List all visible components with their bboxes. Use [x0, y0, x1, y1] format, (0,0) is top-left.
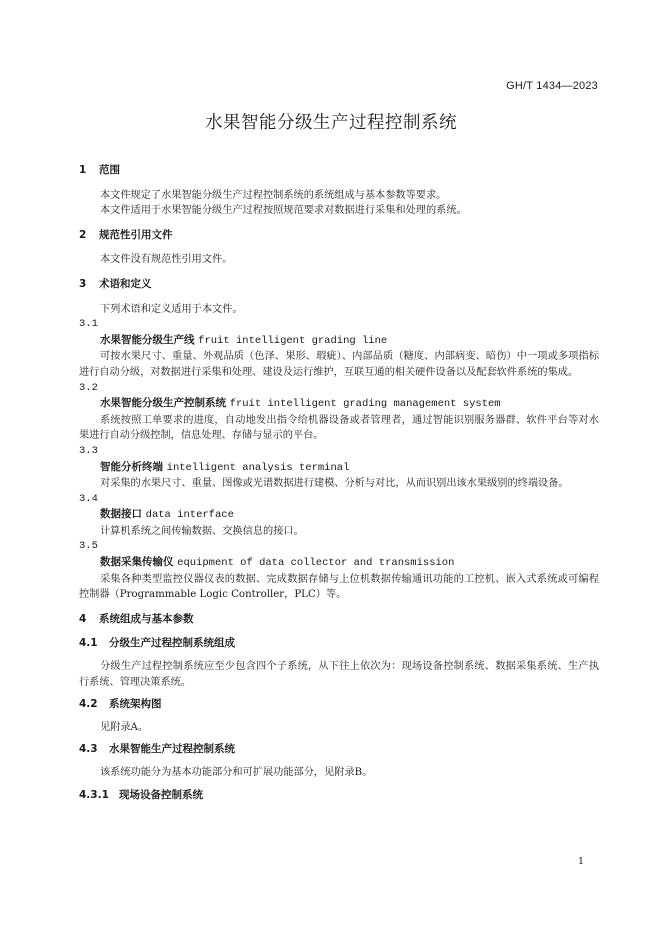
term-definition: 可按水果尺寸、重量、外观品质（色泽、果形、瑕疵）、内部品质（糖度、内部病变、暗伤）中一项或多项指标进行自动分级，对数据进行采集和处理、建设及运行维护，互联互通的相关硬件设备以及配套软件系统的集成。 [79, 351, 599, 378]
section-heading-terms: 3 术语和定义 [79, 277, 152, 290]
term-number: 3.5 [79, 540, 98, 553]
paragraph: 该系统功能分为基本功能部分和可扩展功能部分，见附录B。 [100, 767, 373, 778]
term-definition: 对采集的水果尺寸、重量、图像或光谱数据进行建模、分析与对比，从而识别出该水果级别的终端设备。 [100, 478, 569, 490]
term-title: 数据采集传输仪 equipment of data collector and transmission [100, 556, 455, 570]
term-definition: 系统按照工单要求的进度，自动地发出指令给机器设备或者管理者，通过智能识别服务器群、软件平台等对水果进行自动分级控制，信息处理、存储与显示的平台。 [79, 414, 599, 442]
paragraph: 下列术语和定义适用于本文件。 [100, 303, 243, 315]
paragraph: 本文件适用于水果智能分级生产过程按照规范要求对数据进行采集和处理的系统。 [100, 205, 467, 217]
subsection-heading: 4.3 水果智能生产过程控制系统 [79, 743, 235, 756]
paragraph: 本文件规定了水果智能分级生产过程控制系统的系统组成与基本参数等要求。 [100, 189, 447, 201]
term-title: 水果智能分级生产控制系统 fruit intelligent grading management system [100, 397, 501, 411]
section-heading-system-composition: 4 系统组成与基本参数 [79, 612, 194, 625]
subsection-heading: 4.2 系统架构图 [79, 698, 162, 711]
term-definition: 计算机系统之间传输数据、交换信息的接口。 [100, 525, 304, 537]
term-number: 3.3 [79, 444, 98, 457]
standard-code: GH/T 1434—2023 [506, 80, 598, 92]
paragraph: 分级生产过程控制系统应至少包含四个子系统，从下往上依次为：现场设备控制系统、数据采集系统、生产执行系统、管理决策系统。 [79, 661, 599, 688]
paragraph: 本文件没有规范性引用文件。 [100, 254, 233, 266]
term-definition: 采集各种类型监控仪器仪表的数据、完成数据存储与上位机数据传输通讯功能的工控机、嵌入式系统或可编程控制器（Programmable Logic Controller，PLC）等。 [79, 573, 599, 601]
paragraph: 见附录A。 [100, 721, 149, 733]
term-title: 智能分析终端 intelligent analysis terminal [100, 460, 350, 474]
document-title: 水果智能分级生产过程控制系统 [205, 113, 457, 133]
term-title: 水果智能分级生产线 fruit intelligent grading line [100, 333, 388, 347]
term-number: 3.1 [79, 318, 98, 331]
term-number: 3.4 [79, 492, 98, 505]
section-heading-normative-references: 2 规范性引用文件 [79, 228, 173, 241]
subsubsection-heading: 4.3.1 现场设备控制系统 [79, 788, 203, 801]
term-title: 数据接口 data interface [100, 508, 234, 522]
term-number: 3.2 [79, 381, 98, 394]
page-number: 1 [577, 856, 584, 867]
section-heading-scope: 1 范围 [79, 164, 120, 176]
document-body [79, 163, 599, 803]
subsection-heading: 4.1 分级生产过程控制系统组成 [79, 637, 235, 650]
